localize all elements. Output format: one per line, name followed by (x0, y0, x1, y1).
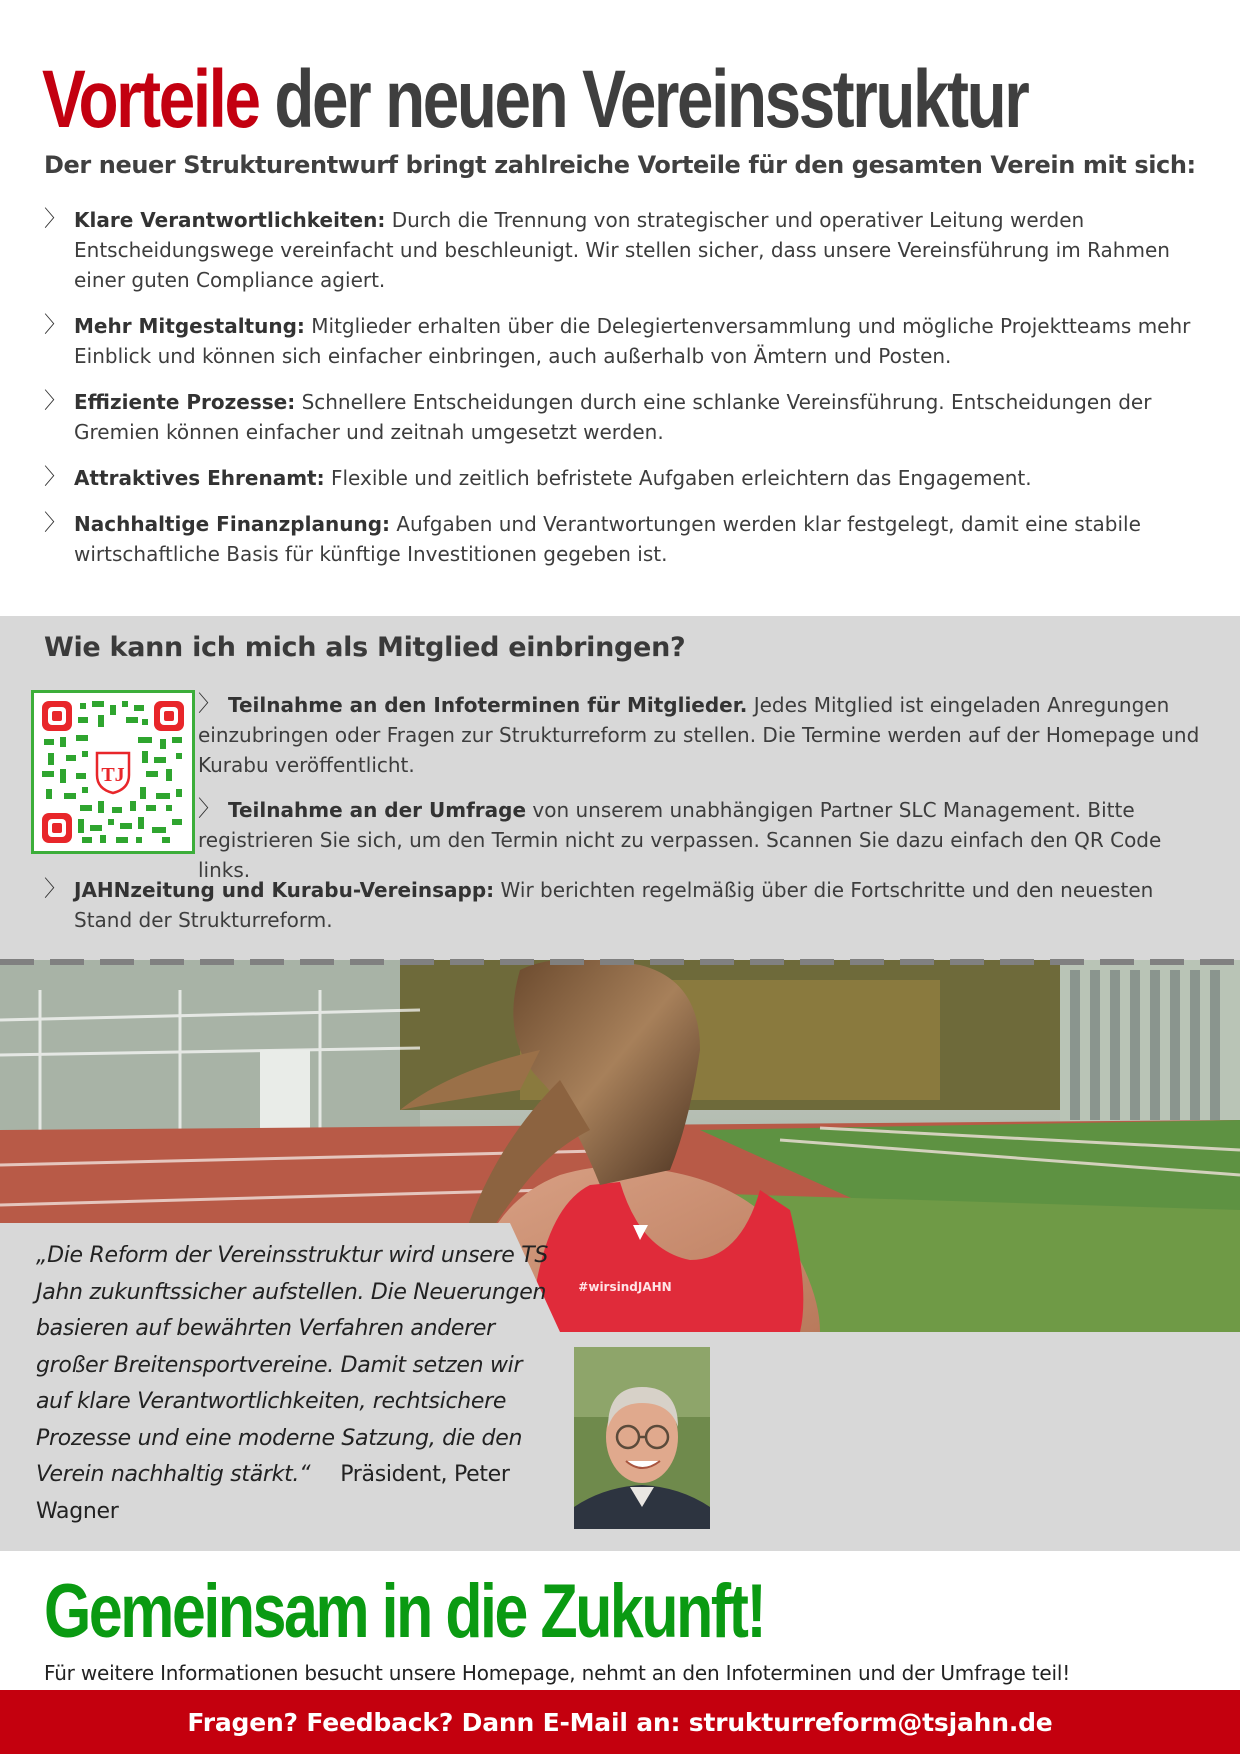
benefit-text: Durch die Trennung von strategischer und operativer Leitung werden Entscheidungswege vereinfacht und beschleunigt. Wir stellen sicher, dass unsere Vereinsführung im Rahmen einer guten Compliance agiert. (74, 208, 1170, 292)
chevron-right-icon: 〉 (44, 389, 67, 414)
benefit-item (44, 463, 1202, 493)
portrait-graphic (574, 1347, 710, 1529)
title-highlight: Vorteile (42, 54, 259, 145)
benefit-text: Schnellere Entscheidungen durch eine schlanke Vereinsführung. Entscheidungen der Gremien können einfacher und zeitnah umgesetzt werden. (74, 390, 1152, 444)
participation-list-extra (44, 875, 1202, 935)
benefit-item (44, 387, 1202, 447)
chevron-right-icon: 〉 (44, 313, 67, 338)
participation-list (198, 690, 1202, 900)
qr-logo: TJ (101, 764, 125, 786)
shirt-text: #wirsindJAHN (578, 1280, 672, 1294)
participation-item (198, 690, 1202, 780)
participation-text: Wir berichten regelmäßig über die Fortschritte und den neuesten Stand der Strukturreform. (74, 878, 1154, 932)
benefit-label: Nachhaltige Finanzplanung: (74, 512, 391, 536)
benefit-label: Effiziente Prozesse: (74, 390, 296, 414)
chevron-right-icon: 〉 (44, 207, 67, 232)
qr-code-graphic (42, 701, 184, 843)
benefit-text: Aufgaben und Verantwortungen werden klar festgelegt, damit eine stabile wirtschaftliche Basis für künftige Investitionen gegeben ist. (74, 512, 1141, 566)
slogan: Gemeinsam in die Zukunft! (44, 1569, 765, 1654)
intro-text: Der neuer Strukturentwurf bringt zahlreiche Vorteile für den gesamten Verein mit sich: (44, 151, 1196, 179)
title-rest: der neuen Vereinsstruktur (274, 54, 1028, 145)
chevron-right-icon: 〉 (44, 511, 67, 536)
participation-heading: Wie kann ich mich als Mitglied einbringen? (44, 632, 686, 663)
benefit-text: Mitglieder erhalten über die Delegiertenversammlung und mögliche Projektteams mehr Einblick und können sich einfacher einbringen, auch außerhalb von Ämtern und Posten. (74, 314, 1191, 368)
participation-label: Teilnahme an den Infoterminen für Mitglieder. (228, 693, 748, 717)
dashed-divider (0, 958, 1240, 966)
benefit-label: Klare Verantwortlichkeiten: (74, 208, 386, 232)
chevron-right-icon: 〉 (44, 877, 67, 902)
participation-item (198, 795, 1202, 885)
benefit-label: Attraktives Ehrenamt: (74, 466, 325, 490)
benefits-list (44, 205, 1202, 585)
page-title (42, 48, 1027, 152)
chevron-right-icon: 〉 (198, 692, 221, 717)
quote-author: Präsident, Peter Wagner (36, 1462, 510, 1524)
chevron-right-icon: 〉 (44, 465, 67, 490)
chevron-right-icon: 〉 (198, 797, 221, 822)
benefit-item (44, 205, 1202, 295)
footer-contact-bar[interactable]: Fragen? Feedback? Dann E-Mail an: strukturreform@tsjahn.de (0, 1690, 1240, 1754)
qr-code[interactable] (31, 690, 195, 854)
participation-text: von unserem unabhängigen Partner SLC Management. Bitte registrieren Sie sich, um den Termin nicht zu verpassen. Scannen Sie dazu einfach den QR Code links. (198, 798, 1162, 882)
participation-text: Jedes Mitglied ist eingeladen Anregungen einzubringen oder Fragen zur Strukturreform zu stellen. Die Termine werden auf der Homepage und Kurabu veröffentlicht. (198, 693, 1200, 777)
quote-text: „Die Reform der Vereinsstruktur wird unsere TS Jahn zukunftssicher aufstellen. Die Neuerungen basieren auf bewährten Verfahren anderer großer Breitensportvereine. Damit setzen wir auf klare Verantwortlichkeiten, rechtsichere Prozesse und eine moderne Satzung, die den Verein nachhaltig stärkt.“ (36, 1243, 548, 1487)
participation-label: JAHNzeitung und Kurabu-Vereinsapp: (74, 878, 495, 902)
benefit-text: Flexible und zeitlich befristete Aufgaben erleichtern das Engagement. (330, 466, 1032, 490)
participation-item (44, 875, 1202, 935)
participation-label: Teilnahme an der Umfrage (228, 798, 527, 822)
benefit-item (44, 311, 1202, 371)
quote (36, 1238, 556, 1530)
info-text: Für weitere Informationen besucht unsere Homepage, nehmt an den Infoterminen und der Umfrage teil! (44, 1661, 1071, 1685)
benefit-item (44, 509, 1202, 569)
president-portrait (574, 1347, 710, 1529)
benefit-label: Mehr Mitgestaltung: (74, 314, 305, 338)
